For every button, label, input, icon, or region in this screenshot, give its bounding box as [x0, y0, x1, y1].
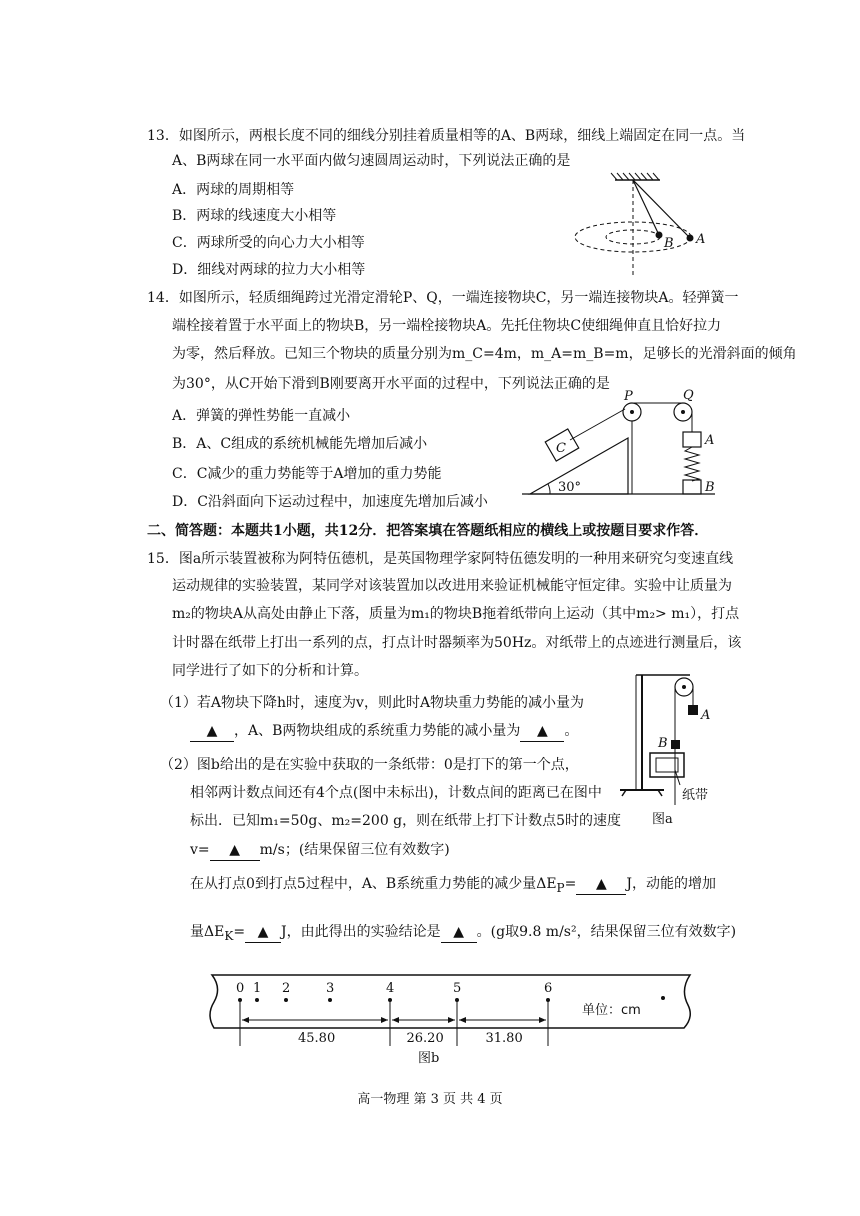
tape-point — [328, 998, 332, 1002]
answer-blank[interactable]: ▲ — [210, 840, 260, 861]
q14-figure — [520, 388, 720, 502]
q14-option-b: B．A、C组成的系统机械能先增加后减小 — [172, 436, 428, 452]
q15-velocity-line — [190, 840, 450, 861]
q15-ek-line — [190, 922, 736, 946]
q15-figure-a — [612, 665, 722, 835]
q14-line4: 为30°，从C开始下滑到B刚要离开水平面的过程中，下列说法正确的是 — [172, 376, 610, 392]
q15-ek-text: 量ΔE — [190, 924, 225, 940]
q14-label-b: B — [705, 480, 715, 495]
q13-label-b: B — [664, 236, 674, 251]
tape-point-label: 4 — [386, 981, 395, 996]
dimension-arrow — [381, 1017, 388, 1023]
dimension-label: 45.80 — [298, 1031, 336, 1046]
tape-point-label: 1 — [253, 981, 262, 996]
section-2-heading: 二、简答题：本题共1小题，共12分．把答案填在答题纸相应的横线上或按题目要求作答． — [147, 523, 709, 539]
dimension-arrow — [242, 1017, 249, 1023]
q14-line2: 端栓接着置于水平面上的物块B，另一端栓接物块A。先托住物块C使细绳伸直且恰好拉力 — [172, 318, 722, 334]
tape-point-label: 0 — [236, 981, 245, 996]
q13-figure — [565, 160, 745, 285]
tape-point-label: 3 — [326, 981, 335, 996]
tape-point-label: 5 — [453, 981, 462, 996]
q15-part1-line2 — [190, 721, 578, 742]
dimension-arrow — [539, 1017, 546, 1023]
q13-line2: A、B两球在同一水平面内做匀速圆周运动时，下列说法正确的是 — [172, 153, 571, 169]
fig-a-caption: 图a — [652, 812, 673, 827]
fig-a-label-b: B — [658, 736, 668, 751]
q15-part2-line3: 标出．已知m₁=50g、m₂=200 g，则在纸带上打下计数点5时的速度 — [190, 813, 622, 829]
page-footer: 高一物理 第 3 页 共 4 页 — [357, 1092, 503, 1107]
q15-part2-line2: 相邻两计数点间还有4个点(图中未标出)，计数点间的距离已在图中 — [190, 785, 602, 801]
q15-ep-eq: = — [564, 876, 577, 892]
q15-ep-line — [190, 874, 716, 898]
q14-line3: 为零，然后释放。已知三个物块的质量分别为m_C=4m，m_A=m_B=m，足够长的光滑斜面的倾角 — [172, 346, 797, 362]
q15-ek-eq: = — [233, 924, 246, 940]
q14-label-c: C — [556, 441, 566, 456]
tape-point-label: 2 — [282, 981, 291, 996]
fig-a-tape-label: 纸带 — [682, 788, 709, 803]
q15-ek-tail: 。(g取9.8 m/s²，结果保留三位有效数字) — [476, 924, 737, 940]
tape-point — [284, 998, 288, 1002]
q13-option-b: B．两球的线速度大小相等 — [172, 208, 337, 224]
q14-label-q: Q — [683, 388, 694, 403]
q14-option-d: D．C沿斜面向下运动过程中，加速度先增加后减小 — [172, 494, 488, 510]
q13-option-a: A．两球的周期相等 — [172, 182, 295, 198]
q13-line1: 13．如图所示，两根长度不同的细线分别挂着质量相等的A、B两球，细线上端固定在同一点。当 — [147, 128, 746, 144]
fig-a-label-a: A — [701, 708, 711, 723]
q15-line5: 同学进行了如下的分析和计算。 — [172, 663, 368, 679]
tape-point — [255, 998, 259, 1002]
q15-ep-text: 在从打点0到打点5过程中，A、B系统重力势能的减少量ΔE — [190, 876, 557, 892]
fig-b-caption: 图b — [418, 1051, 440, 1066]
q15-ek-sub: K — [224, 928, 234, 943]
q15-part1-text: （1）若A物块下降h时，速度为v，则此时A物块重力势能的减小量为 — [160, 695, 585, 711]
q13-option-d: D．细线对两球的拉力大小相等 — [172, 262, 366, 278]
q15-ep-tail: J，动能的增加 — [626, 876, 716, 892]
dimension-arrow — [448, 1017, 455, 1023]
tape-points — [236, 981, 552, 1002]
tape-extra-dot — [661, 996, 665, 1000]
q14-label-angle: 30° — [558, 480, 582, 495]
q14-option-a: A．弹簧的弹性势能一直减小 — [172, 408, 351, 424]
q15-part1-end: 。 — [564, 723, 579, 739]
q15-line1: 15．图a所示装置被称为阿特伍德机，是英国物理学家阿特伍德发明的一种用来研究匀变速直线 — [147, 551, 734, 567]
q14-label-p: P — [624, 389, 633, 404]
dimension-arrow — [392, 1017, 399, 1023]
q15-line3: m₂的物块A从高处由静止下落，质量为m₁的物块B拖着纸带向上运动（其中m₂> m₁），打点 — [172, 606, 740, 622]
answer-blank[interactable]: ▲ — [245, 922, 281, 943]
q14-label-a: A — [705, 433, 715, 448]
answer-blank[interactable]: ▲ — [576, 874, 626, 895]
q13-label-a: A — [696, 232, 706, 247]
tape-point-label: 6 — [544, 981, 553, 996]
dimension-label: 26.20 — [406, 1031, 444, 1046]
q15-part1-middle: ，A、B两物块组成的系统重力势能的减小量为 — [234, 723, 521, 739]
dimension-arrow — [459, 1017, 466, 1023]
answer-blank[interactable]: ▲ — [190, 721, 234, 742]
q15-line2: 运动规律的实验装置，某同学对该装置加以改进用来验证机械能守恒定律。实验中让质量为 — [172, 578, 732, 594]
q13-option-c: C．两球所受的向心力大小相等 — [172, 235, 365, 251]
q14-option-c: C．C减少的重力势能等于A增加的重力势能 — [172, 466, 442, 482]
dimension-label: 31.80 — [485, 1031, 523, 1046]
tape-distances — [240, 1000, 548, 1046]
q15-part2-line1: （2）图b给出的是在实验中获取的一条纸带：0是打下的第一个点， — [160, 757, 579, 773]
q15-ek-mid: J，由此得出的实验结论是 — [281, 924, 441, 940]
q15-line4: 计时器在纸带上打出一系列的点，打点计时器频率为50Hz。对纸带上的点迹进行测量后，该 — [172, 635, 742, 651]
q14-line1: 14．如图所示，轻质细绳跨过光滑定滑轮P、Q，一端连接物块C，另一端连接物块A。轻弹簧一 — [147, 290, 739, 306]
answer-blank[interactable]: ▲ — [441, 922, 477, 943]
q15-ep-sub: P — [556, 880, 565, 895]
q15-v-post: m/s；(结果保留三位有效数字) — [259, 842, 450, 858]
answer-blank[interactable]: ▲ — [520, 721, 564, 742]
tape-unit: 单位：cm — [582, 1003, 641, 1018]
q15-v-pre: v= — [190, 842, 210, 858]
q15-figure-b — [200, 970, 700, 1070]
